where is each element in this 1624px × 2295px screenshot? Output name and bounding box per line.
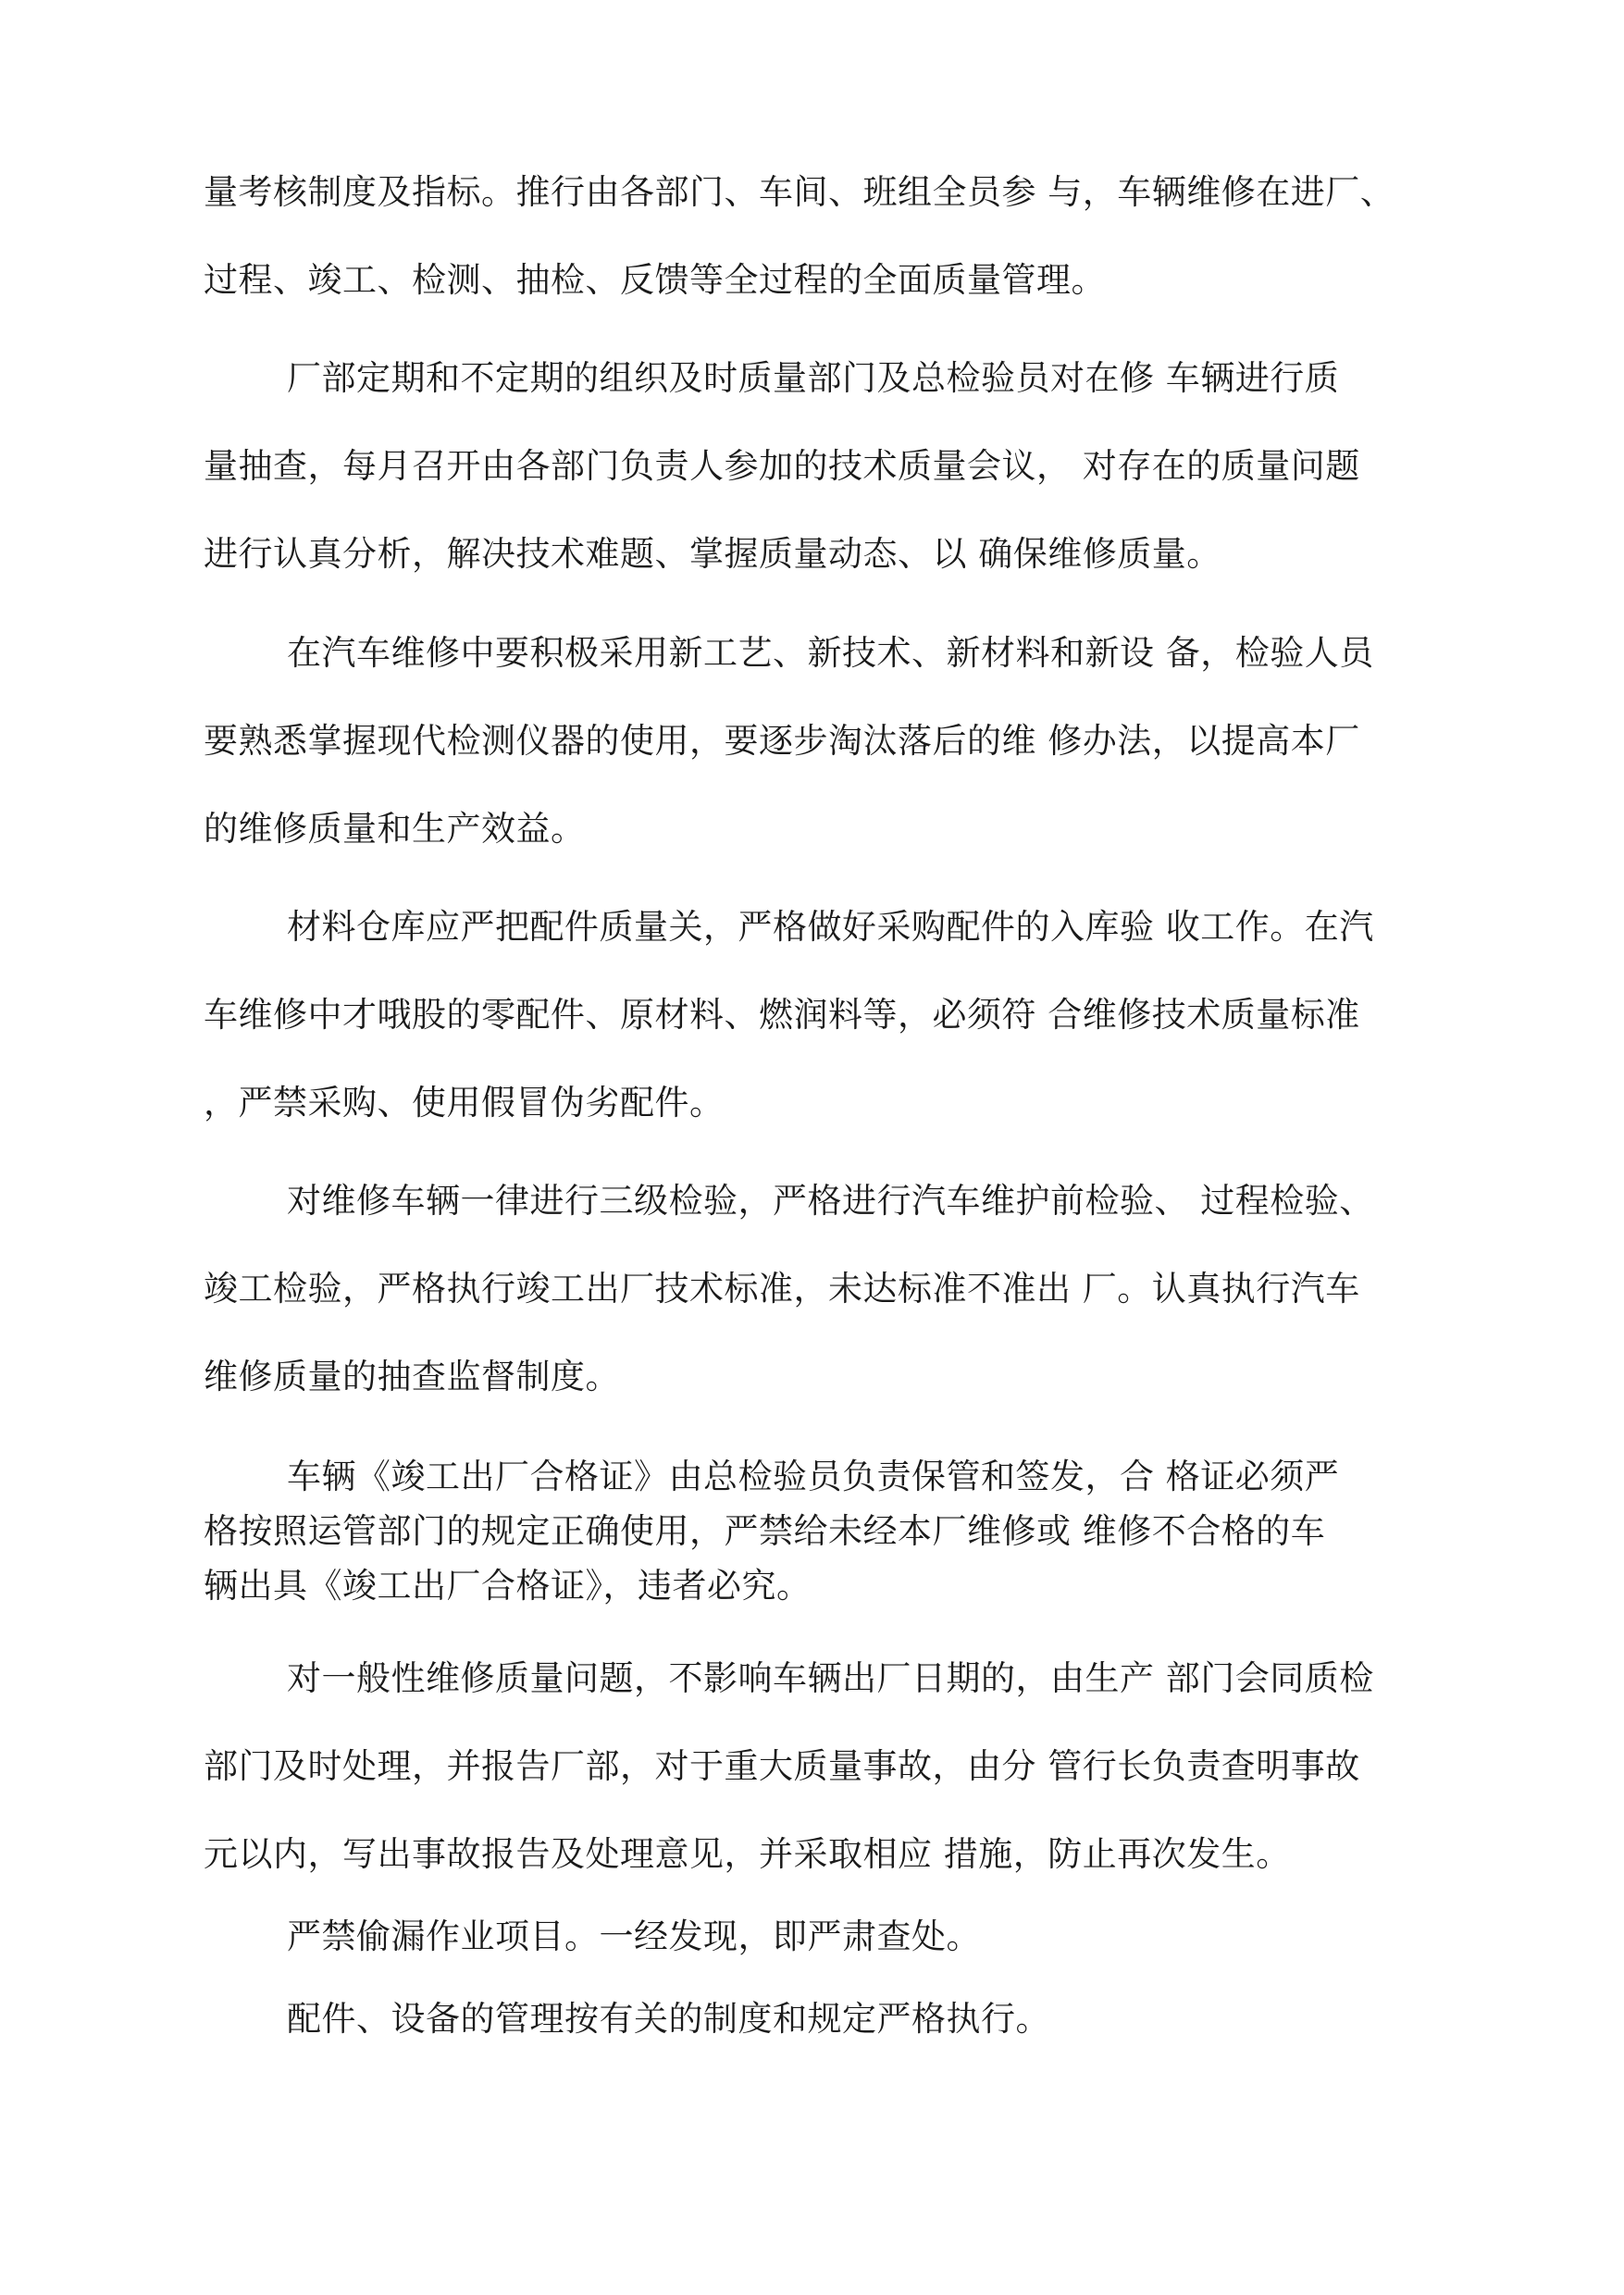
text-line: 部门及时处理，并报告厂部，对于重大质量事故，由分 管行长负责查明事故: [204, 1746, 1360, 1786]
text-line: 进行认真分析，解决技术难题、掌握质量动态、以 确保维修质量。: [204, 534, 1221, 574]
text-line: 对一般性维修质量问题，不影响车辆出厂日期的，由生产 部门会同质检: [287, 1658, 1374, 1698]
text-line: 竣工检验，严格执行竣工出厂技术标准，未达标准不准出 厂。认真执行汽车: [204, 1269, 1360, 1309]
text-line: 维修质量的抽查监督制度。: [204, 1357, 620, 1396]
text-line: 辆出具《竣工出厂合格证》，违者必究。: [204, 1566, 812, 1606]
text-line: 量抽查，每月召开由各部门负责人参加的技术质量会议， 对存在的质量问题: [204, 446, 1360, 486]
text-line: 车辆《竣工出厂合格证》由总检验员负责保管和签发，合 格证必须严: [287, 1457, 1340, 1496]
text-line: 厂部定期和不定期的组织及时质量部门及总检验员对在修 车辆进行质: [287, 358, 1340, 398]
text-line: 车维修中才哦股的零配件、原材料、燃润料等，必须符 合维修技术质量标准: [204, 995, 1360, 1035]
text-line: 要熟悉掌握现代检测仪器的使用，要逐步淘汰落后的维 修办法，以提高本厂: [204, 721, 1360, 761]
text-line: ，严禁采购、使用假冒伪劣配件。: [204, 1083, 725, 1123]
text-line: 的维修质量和生产效益。: [204, 809, 586, 849]
text-line: 对维修车辆一律进行三级检验，严格进行汽车维护前检验、 过程检验、: [287, 1181, 1374, 1221]
text-line: 元以内，写出事故报告及处理意见，并采取相应 措施，防止再次发生。: [204, 1834, 1291, 1874]
text-line: 过程、竣工、检测、抽检、反馈等全过程的全面质量管理。: [204, 260, 1106, 300]
text-line: 格按照运管部门的规定正确使用，严禁给未经本厂维修或 维修不合格的车: [204, 1511, 1326, 1551]
text-line: 严禁偷漏作业项目。一经发现，即严肃查处。: [287, 1917, 981, 1956]
text-line: 量考核制度及指标。推行由各部门、车间、班组全员参 与，车辆维修在进厂、: [204, 172, 1395, 212]
text-line: 材料仓库应严把配件质量关，严格做好采购配件的入库验 收工作。在汽: [287, 907, 1374, 947]
text-line: 配件、设备的管理按有关的制度和规定严格执行。: [287, 1999, 1050, 2039]
text-line: 在汽车维修中要积极采用新工艺、新技术、新材料和新设 备，检验人员: [287, 633, 1374, 673]
